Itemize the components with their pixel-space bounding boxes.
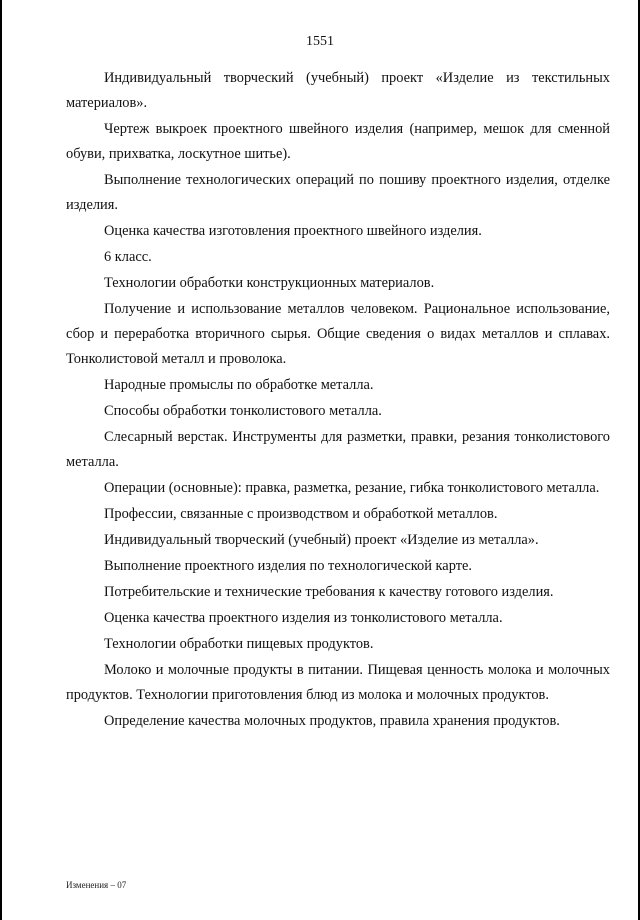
- paragraph: Определение качества молочных продуктов, правила хранения продуктов.: [104, 713, 560, 729]
- revision-footer: Изменения – 07: [66, 880, 127, 890]
- document-body: [66, 66, 610, 735]
- paragraph: Выполнение проектного изделия по технологической карте.: [104, 558, 472, 574]
- paragraph: Слесарный верстак. Инструменты для разметки, правки, резания тонколистового металла.: [66, 429, 610, 470]
- section-heading: Технологии обработки конструкционных материалов.: [104, 275, 435, 291]
- paragraph: Получение и использование металлов человеком. Рациональное использование, сбор и переработка вторичного сырья. Общие сведения о видах металлов и сплавах. Тонколистовой металл и проволока.: [66, 301, 610, 367]
- paragraph: Молоко и молочные продукты в питании. Пищевая ценность молока и молочных продуктов. Технологии приготовления блюд из молока и молочных продуктов.: [66, 662, 610, 703]
- section-heading: Технологии обработки пищевых продуктов.: [104, 636, 374, 652]
- paragraph: Профессии, связанные с производством и обработкой металлов.: [104, 506, 498, 522]
- paragraph: Операции (основные): правка, разметка, резание, гибка тонколистового металла.: [104, 480, 600, 496]
- paragraph: Оценка качества изготовления проектного швейного изделия.: [104, 223, 482, 239]
- paragraph: Чертеж выкроек проектного швейного изделия (например, мешок для сменной обуви, прихватка, лоскутное шитье).: [66, 121, 610, 162]
- paragraph: Потребительские и технические требования к качеству готового изделия.: [104, 584, 554, 600]
- paragraph: Индивидуальный творческий (учебный) проект «Изделие из текстильных материалов».: [66, 70, 610, 111]
- paragraph: Народные промыслы по обработке металла.: [104, 377, 374, 393]
- grade-heading: 6 класс.: [104, 249, 152, 265]
- page-number: 1551: [306, 34, 334, 49]
- paragraph: Индивидуальный творческий (учебный) проект «Изделие из металла».: [104, 532, 539, 548]
- paragraph: Выполнение технологических операций по пошиву проектного изделия, отделке изделия.: [66, 172, 610, 213]
- paragraph: Способы обработки тонколистового металла.: [104, 403, 382, 419]
- scan-edge-left: [0, 0, 2, 920]
- paragraph: Оценка качества проектного изделия из тонколистового металла.: [104, 610, 503, 626]
